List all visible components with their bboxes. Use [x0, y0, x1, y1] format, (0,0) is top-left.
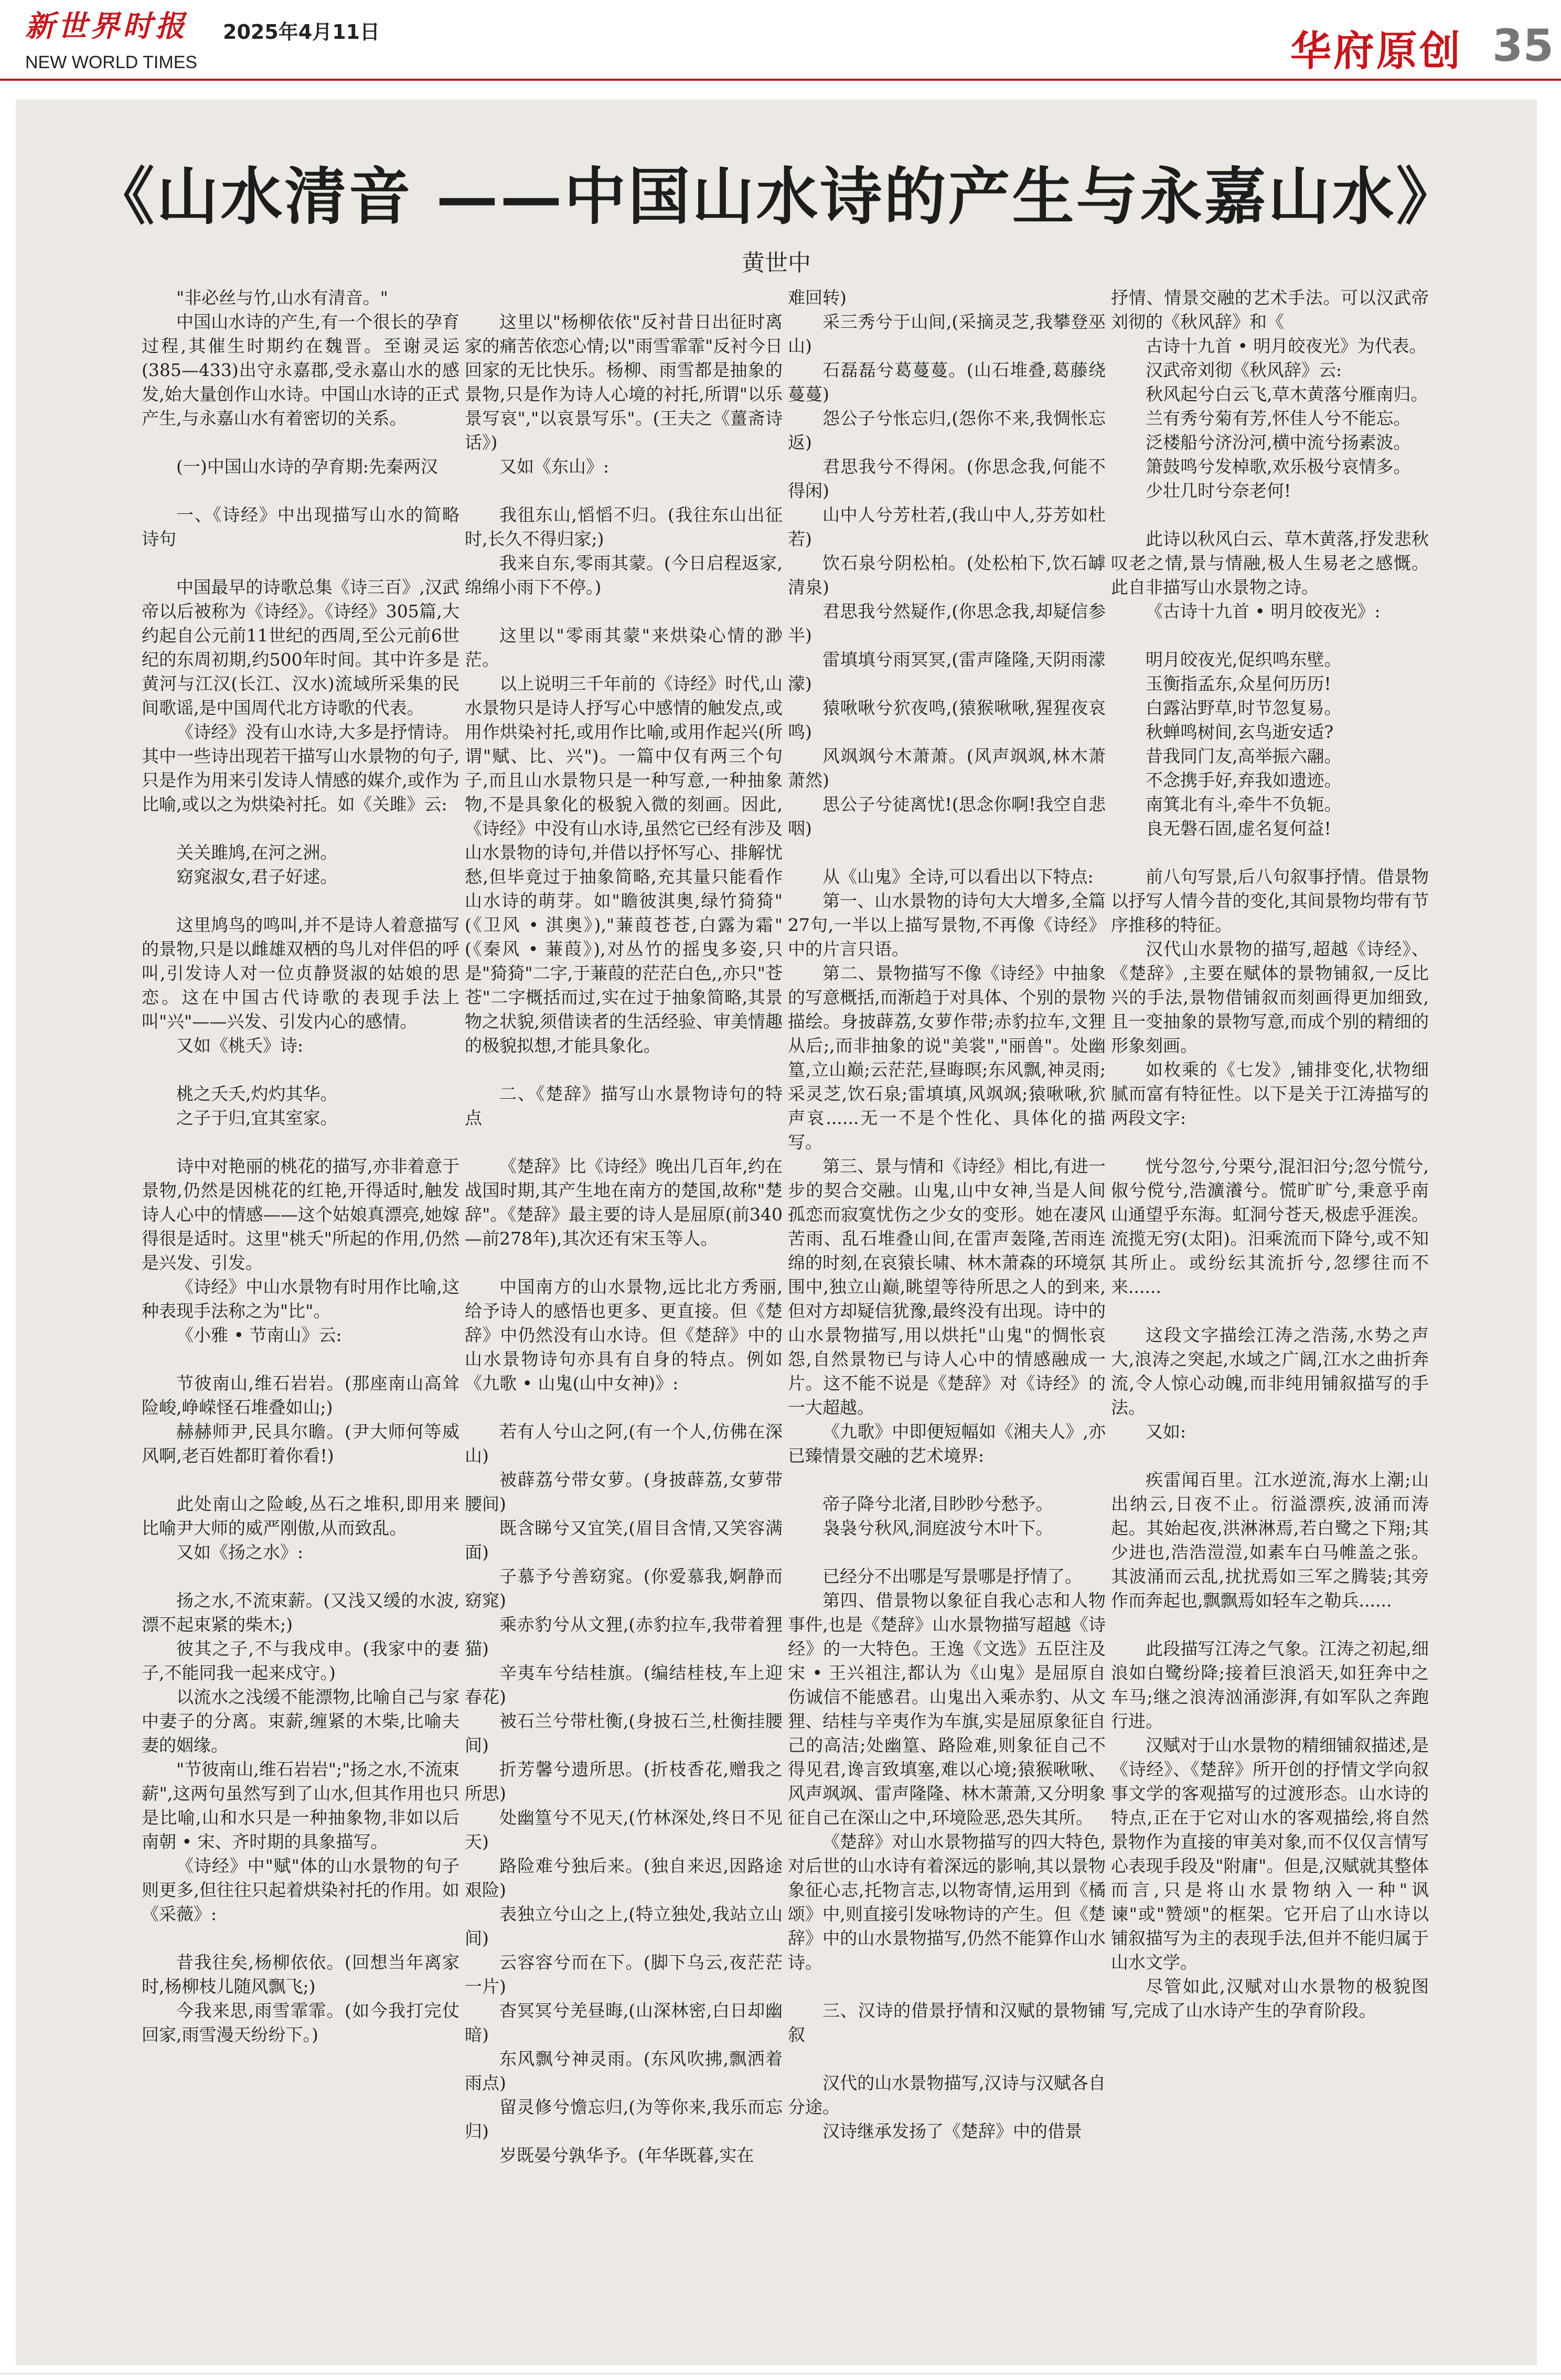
page-number: 35 [1492, 20, 1554, 71]
paragraph: 乘赤豹兮从文狸,(赤豹拉车,我带着狸猫) [465, 1614, 783, 1659]
publication-date: 2025年4月11日 [223, 20, 380, 44]
paragraph: 岁既晏兮孰华予。(年华既暮,实在 [499, 2145, 754, 2165]
paragraph: 被薜荔兮带女萝。(身披薜荔,女萝带腰间) [465, 1470, 783, 1514]
paragraph: 少壮几时兮奈老何! [1146, 480, 1291, 501]
masthead [0, 0, 1561, 100]
paragraph: 若有人兮山之阿,(有一个人,仿佛在深山) [465, 1421, 783, 1466]
paragraph: 昔我往矣,杨柳依依。(回想当年离家时,杨柳枝儿随风飘飞;) [142, 1952, 459, 1997]
paragraph: 汉诗继承发扬了《楚辞》中的借景 [822, 2121, 1082, 2141]
paragraph: 之子于归,宜其室家。 [176, 1108, 338, 1128]
paragraph: 又如《东山》: [499, 456, 610, 477]
paragraph: 恍兮忽兮,兮栗兮,混汩汩兮;忽兮慌兮,俶兮傥兮,浩瀇瀁兮。慌旷旷兮,秉意乎南山通望乎东海。虹洞兮苍天,极虑乎涯涘。流揽无穷(太阳)。汨乘流而下降兮,或不知其所止。或纷纭其流折兮,忽缪往而不来...... [1111, 1156, 1429, 1297]
paragraph: 秋蝉鸣树间,玄鸟逝安适? [1146, 722, 1334, 742]
paragraph: 兰有秀兮菊有芳,怀佳人兮不能忘。 [1146, 408, 1411, 428]
paragraph: 处幽篁兮不见天,(竹林深处,终日不见天) [465, 1807, 783, 1852]
paragraph: 第四、借景物以象征自我心志和人物事件,也是《楚辞》山水景物描写超越《诗经》的一大特色。王逸《文选》五臣注及宋 • 王兴祖注,都认为《山鬼》是屈原自伤诚信不能感君。山鬼出入乘赤豹、从文狸、结桂与辛夷作为车旗,实是屈原象征自己的高洁;处幽篁、路险难,则象征自己不得见君,谗言致填塞,难以心境;猿猴啾啾、风声飒飒、雷声隆隆、林木萧萧,又分明象征自己在深山之中,环境险恶,恐失其所。 [788, 1590, 1106, 1828]
paragraph: 《楚辞》比《诗经》晚出几百年,约在战国时期,其产生地在南方的楚国,故称"楚辞"。《楚辞》最主要的诗人是屈原(前340—前278年),其次还有宋玉等人。 [465, 1156, 783, 1249]
paragraph: 思公子兮徒离忧!(思念你啊!我空自悲咽) [788, 794, 1106, 839]
paragraph: 子慕予兮善窈窕。(你爱慕我,婀静而窈窕) [465, 1566, 783, 1611]
paragraph: 从《山鬼》全诗,可以看出以下特点: [822, 866, 1094, 887]
paragraph: 二、《楚辞》描写山水景物诗句的特点 [465, 1084, 783, 1128]
masthead-rule [0, 79, 1561, 81]
paragraph: 汉赋对于山水景物的精细铺叙描述,是《诗经》、《楚辞》所开创的抒情文学向叙事文学的客观描写的过渡形态。山水诗的特点,正在于它对山水的客观描绘,将自然景物作为直接的审美对象,而不仅仅言情写心表现手段及"附庸"。但是,汉赋就其整体而言,只是将山水景物纳入一种"讽谏"或"赞颂"的框架。它开启了山水诗以铺叙描写为主的表现手法,但并不能归属于山水文学。 [1111, 1735, 1429, 1972]
paragraph: 中国最早的诗歌总集《诗三百》,汉武帝以后被称为《诗经》。《诗经》305篇,大约起自公元前11世纪的西周,至公元前6世纪的东周初期,约500年时间。其中许多是黄河与江汉(长江、汉水)流域所采集的民间歌谣,是中国周代北方诗歌的代表。 [142, 577, 459, 718]
section-name: 华府原创 [1290, 28, 1463, 75]
paragraph: 怨公子兮怅忘归,(怨你不来,我惆怅忘返) [788, 408, 1106, 453]
text-column-3 [788, 286, 1106, 2143]
paragraph: 以上说明三千年前的《诗经》时代,山水景物只是诗人抒写心中感情的触发点,或用作烘染衬托,或用作比喻,或用作起兴(所谓"赋、比、兴")。一篇中仅有两三个句子,而且山水景物只是一种写意,一种抽象物,不是具象化的极貌入微的刻画。因此,《诗经》中没有山水诗,虽然它已经有涉及山水景物的诗句,并借以抒怀写心、排解忧愁,但毕竟过于抽象简略,充其量只能看作山水诗的萌芽。如"瞻彼淇奥,绿竹猗猗"(《卫风 • 淇奥》),"蒹葭苍苍,白露为霜"(《秦风 • 蒹葭》),对丛竹的摇曳多姿,只是"猗猗"二字,于蒹葭的茫茫白色,,亦只"苍苍"二字概括而过,实在过于抽象简略,其景物之状貌,须借读者的生活经验、审美情趣的极貌拟想,才能具象化。 [465, 673, 783, 1056]
paragraph: 这里以"杨柳依依"反衬昔日出征时离家的痛苦依恋心情;以"雨雪霏霏"反衬今日回家的无比快乐。杨柳、雨雪都是抽象的景物,只是作为诗人心境的衬托,所谓"以乐景写哀","以哀景写乐"。(王夫之《薑斋诗话》) [465, 312, 783, 453]
paragraph: 古诗十九首 • 明月皎夜光》为代表。 [1146, 336, 1427, 356]
page-bottom-rule [0, 2373, 1561, 2374]
paragraph: 良无磐石固,虚名复何益! [1146, 818, 1331, 839]
paragraph: 被石兰兮带杜衡,(身披石兰,杜衡挂腰间) [465, 1711, 783, 1755]
paragraph: 猿啾啾兮狖夜鸣,(猿猴啾啾,猩猩夜哀鸣) [788, 698, 1106, 742]
paragraph: 节彼南山,维石岩岩。(那座南山高耸险峻,峥嵘怪石堆叠如山;) [142, 1373, 459, 1418]
paragraph: 难回转) [788, 287, 847, 308]
paragraph: 疾雷闻百里。江水逆流,海水上潮;山出纳云,日夜不止。衍溢漂疾,波涌而涛起。其始起夜,洪淋淋焉,若白鹭之下翔;其少进也,浩浩溰溰,如素车白马帷盖之张。其波涌而云乱,扰扰焉如三军之腾装;其旁作而奔起也,飘飘焉如轻车之勒兵...... [1111, 1470, 1429, 1611]
paragraph: 我徂东山,慆慆不归。(我往东山出征时,长久不得归家;) [465, 505, 783, 549]
paragraph: 我来自东,零雨其蒙。(今日启程返家,绵绵小雨下不停。) [465, 553, 783, 597]
paragraph: 《楚辞》对山水景物描写的四大特色,对后世的山水诗有着深远的影响,其以景物象征心志,托物言志,以物寄情,运用到《橘颂》中,则直接引发咏物诗的产生。但《楚辞》中的山水景物描写,仍然不能算作山水诗。 [788, 1831, 1106, 1972]
paragraph: 君思我兮然疑作,(你思念我,却疑信参半) [788, 601, 1106, 646]
paragraph: 抒情、情景交融的艺术手法。可以汉武帝刘彻的《秋风辞》和《 [1111, 287, 1429, 332]
paragraph: 今我来思,雨雪霏霏。(如今我打完仗回家,雨雪漫天纷纷下。) [142, 2000, 459, 2045]
paragraph: 《诗经》中山水景物有时用作比喻,这种表现手法称之为"比"。 [142, 1277, 459, 1321]
article-title: 《山水清音 ——中国山水诗的产生与永嘉山水》 [92, 160, 1460, 233]
paragraph: 一、《诗经》中出现描写山水的简略诗句 [142, 505, 459, 549]
paragraph: 路险难兮独后来。(独自来迟,因路途艰险) [465, 1856, 783, 1900]
paragraph: 桃之夭夭,灼灼其华。 [176, 1084, 338, 1104]
paragraph: "非必丝与竹,山水有清音。" [176, 287, 388, 308]
paragraph: 又如《扬之水》: [176, 1542, 304, 1562]
paragraph: 既含睇兮又宜笑,(眉目含情,又笑容满面) [465, 1518, 783, 1562]
paragraph: 山中人兮芳杜若,(我山中人,芬芳如杜若) [788, 505, 1106, 549]
paragraph: 这段文字描绘江涛之浩荡,水势之声大,浪涛之突起,水域之广阔,江水之曲折奔流,令人惊心动魄,而非纯用铺叙描写的手法。 [1111, 1325, 1429, 1418]
newspaper-english-name: NEW WORLD TIMES [25, 52, 198, 72]
paragraph: 《小雅 • 节南山》云: [176, 1325, 342, 1345]
paragraph: 秋风起兮白云飞,草木黄落兮雁南归。 [1146, 384, 1428, 404]
paragraph: 汉代的山水景物描写,汉诗与汉赋各自分途。 [788, 2073, 1106, 2117]
paragraph: 第三、景与情和《诗经》相比,有进一步的契合交融。山鬼,山中女神,当是人间孤恋而寂寞忧伤之少女的变形。她在凄风苦雨、乱石堆叠山间,在雷声轰隆,苦雨连绵的时刻,在哀猿长啸、林木萧森的环境氛围中,独立山巅,眺望等待所思之人的到来,但对方却疑信犹豫,最终没有出现。诗中的山水景物描写,用以烘托"山鬼"的惆怅哀怨,自然景物已与诗人心中的情感融成一片。这不能不说是《楚辞》对《诗经》的一大超越。 [788, 1156, 1106, 1418]
paragraph: 彼其之子,不与我戍申。(我家中的妻子,不能同我一起来戍守。) [142, 1638, 459, 1683]
paragraph: 南箕北有斗,牵牛不负轭。 [1146, 794, 1342, 814]
paragraph: 东风飘兮神灵雨。(东风吹拂,飘洒着雨点) [465, 2049, 783, 2093]
paragraph: 《古诗十九首 • 明月皎夜光》: [1146, 601, 1381, 621]
paragraph: 《诗经》没有山水诗,大多是抒情诗。其中一些诗出现若干描写山水景物的句子,只是作为用来引发诗人情感的媒介,或作为比喻,或以之为烘染衬托。如《关雎》云: [142, 722, 459, 814]
paragraph: 诗中对艳丽的桃花的描写,亦非着意于景物,仍然是因桃花的红艳,开得适时,触发诗人心中的情感——这个姑娘真漂亮,她嫁得很是适时。这里"桃夭"所起的作用,仍然是兴发、引发。 [142, 1156, 459, 1273]
paragraph: 袅袅兮秋风,洞庭波兮木叶下。 [822, 1518, 1053, 1538]
paragraph: 云容容兮而在下。(脚下乌云,夜茫茫一片) [465, 1952, 783, 1997]
article-byline: 黄世中 [742, 250, 811, 276]
paragraph: 玉衡指孟东,众星何历历! [1146, 673, 1331, 694]
text-column-4 [1111, 286, 1429, 2023]
newspaper-brand: 新世界时报 [25, 9, 188, 44]
paragraph: 昔我同门友,高举振六翮。 [1146, 746, 1342, 766]
paragraph: 中国山水诗的产生,有一个很长的孕育过程,其催生时期约在魏晋。至谢灵运(385—433)出守永嘉郡,受永嘉山水的感发,始大量创作山水诗。中国山水诗的正式产生,与永嘉山水有着密切的关系。 [142, 312, 459, 428]
paragraph: 扬之水,不流束薪。(又浅又缓的水波,漂不起束紧的柴木;) [142, 1590, 459, 1635]
paragraph: 《九歌》中即便短幅如《湘夫人》,亦已臻情景交融的艺术境界: [788, 1421, 1106, 1466]
paragraph: 前八句写景,后八句叙事抒情。借景物以抒写人情今昔的变化,其间景物均带有节序推移的特征。 [1111, 866, 1429, 935]
paragraph: 折芳馨兮遗所思。(折枝香花,赠我之所思) [465, 1759, 783, 1804]
paragraph: 已经分不出哪是写景哪是抒情了。 [822, 1566, 1082, 1586]
paragraph: 中国南方的山水景物,远比北方秀丽,给予诗人的感悟也更多、更直接。但《楚辞》中仍然没有山水诗。但《楚辞》中的山水景物诗句亦具有自身的特点。例如《九歌 • 山鬼(山中女神)》: [465, 1277, 783, 1393]
article-panel [16, 100, 1537, 2365]
paragraph: 以流水之浅缓不能漂物,比喻自己与家中妻子的分离。束薪,缠紧的木柴,比喻夫妻的姻缘。 [142, 1687, 459, 1755]
paragraph: 采三秀兮于山间,(采摘灵芝,我攀登巫山) [788, 312, 1106, 356]
paragraph: 汉武帝刘彻《秋风辞》云: [1146, 360, 1342, 380]
paragraph: 尽管如此,汉赋对山水景物的极貌图写,完成了山水诗产生的孕育阶段。 [1111, 1976, 1429, 2021]
paragraph: 三、汉诗的借景抒情和汉赋的景物铺叙 [788, 2000, 1106, 2045]
paragraph: 这里以"零雨其蒙"来烘染心情的渺茫。 [465, 625, 783, 670]
paragraph: 又如《桃夭》诗: [176, 1035, 304, 1056]
paragraph: "节彼南山,维石岩岩";"扬之水,不流束薪",这两句虽然写到了山水,但其作用也只是比喻,山和水只是一种抽象物,非如以后南朝 • 宋、齐时期的具象描写。 [142, 1759, 459, 1852]
paragraph: 《诗经》中"赋"体的山水景物的句子则更多,但往往只起着烘染衬托的作用。如《采薇》: [142, 1856, 459, 1924]
paragraph: 留灵修兮憺忘归,(为等你来,我乐而忘归) [465, 2097, 783, 2141]
paragraph: 又如: [1146, 1421, 1186, 1442]
paragraph: 窈窕淑女,君子好逑。 [176, 866, 338, 887]
paragraph: 汉代山水景物的描写,超越《诗经》、《楚辞》,主要在赋体的景物铺叙,一反比兴的手法,景物借铺叙而刻画得更加细致,且一变抽象的景物写意,而成个别的精细的形象刻画。 [1111, 939, 1429, 1056]
paragraph: 第二、景物描写不像《诗经》中抽象的写意概括,而渐趋于对具体、个别的景物描绘。身披薜荔,女萝作带;赤豹拉车,文狸从后;,而非抽象的说"美裳","丽兽"。处幽篁,立山巅;云茫茫,昼晦暝;东风飘,神灵雨;采灵芝,饮石泉;雷填填,风飒飒;猿啾啾,狖声哀......无一不是个性化、具体化的描写。 [788, 963, 1106, 1152]
paragraph: 此处南山之险峻,丛石之堆积,即用来比喻尹大师的威严刚傲,从而致乱。 [142, 1494, 459, 1538]
paragraph: 这里鸠鸟的鸣叫,并不是诗人着意描写的景物,只是以雌雄双栖的鸟儿对伴侣的呼叫,引发诗人对一位贞静贤淑的姑娘的思恋。这在中国古代诗歌的表现手法上叫"兴"——兴发、引发内心的感情。 [142, 915, 459, 1032]
paragraph: 赫赫师尹,民具尔瞻。(尹大师何等威风啊,老百姓都盯着你看!) [142, 1421, 459, 1466]
paragraph: 杳冥冥兮羌昼晦,(山深林密,白日却幽暗) [465, 2000, 783, 2045]
paragraph: 君思我兮不得闲。(你思念我,何能不得闲) [788, 456, 1106, 501]
text-column-1 [142, 286, 459, 2047]
paragraph: (一)中国山水诗的孕育期:先秦两汉 [176, 456, 438, 477]
paragraph: 辛夷车兮结桂旗。(编结桂枝,车上迎春花) [465, 1663, 783, 1707]
paragraph: 如枚乘的《七发》,铺排变化,状物细腻而富有特征性。以下是关于江涛描写的两段文字: [1111, 1059, 1429, 1128]
paragraph: 不念携手好,弃我如遗迹。 [1146, 770, 1342, 790]
paragraph: 此诗以秋风白云、草木黄落,抒发悲秋叹老之情,景与情融,极人生易老之感慨。此自非描写山水景物之诗。 [1111, 529, 1429, 597]
paragraph: 明月皎夜光,促织鸣东壁。 [1146, 649, 1342, 670]
paragraph: 箫鼓鸣兮发棹歌,欢乐极兮哀情多。 [1146, 456, 1411, 477]
text-column-2 [465, 286, 783, 2168]
paragraph: 表独立兮山之上,(特立独处,我站立山间) [465, 1904, 783, 1948]
paragraph: 风飒飒兮木萧萧。(风声飒飒,林木萧萧然) [788, 746, 1106, 790]
paragraph: 此段描写江涛之气象。江涛之初起,细浪如白鹭纷降;接着巨浪滔天,如狂奔中之车马;继之浪涛汹涌澎湃,有如军队之奔跑行进。 [1111, 1638, 1429, 1731]
paragraph: 泛楼船兮济汾河,横中流兮扬素波。 [1146, 432, 1411, 453]
paragraph: 关关雎鸠,在河之洲。 [176, 842, 338, 863]
paragraph: 雷填填兮雨冥冥,(雷声隆隆,天阴雨濛濛) [788, 649, 1106, 694]
paragraph: 饮石泉兮阴松柏。(处松柏下,饮石罅清泉) [788, 553, 1106, 597]
paragraph: 白露沾野草,时节忽复易。 [1146, 698, 1342, 718]
paragraph: 帝子降兮北渚,目眇眇兮愁予。 [822, 1494, 1053, 1514]
paragraph: 第一、山水景物的诗句大大增多,全篇27句,一半以上描写景物,不再像《诗经》中的片言只语。 [788, 891, 1106, 959]
paragraph: 石磊磊兮葛蔓蔓。(山石堆叠,葛藤绕蔓蔓) [788, 360, 1106, 404]
